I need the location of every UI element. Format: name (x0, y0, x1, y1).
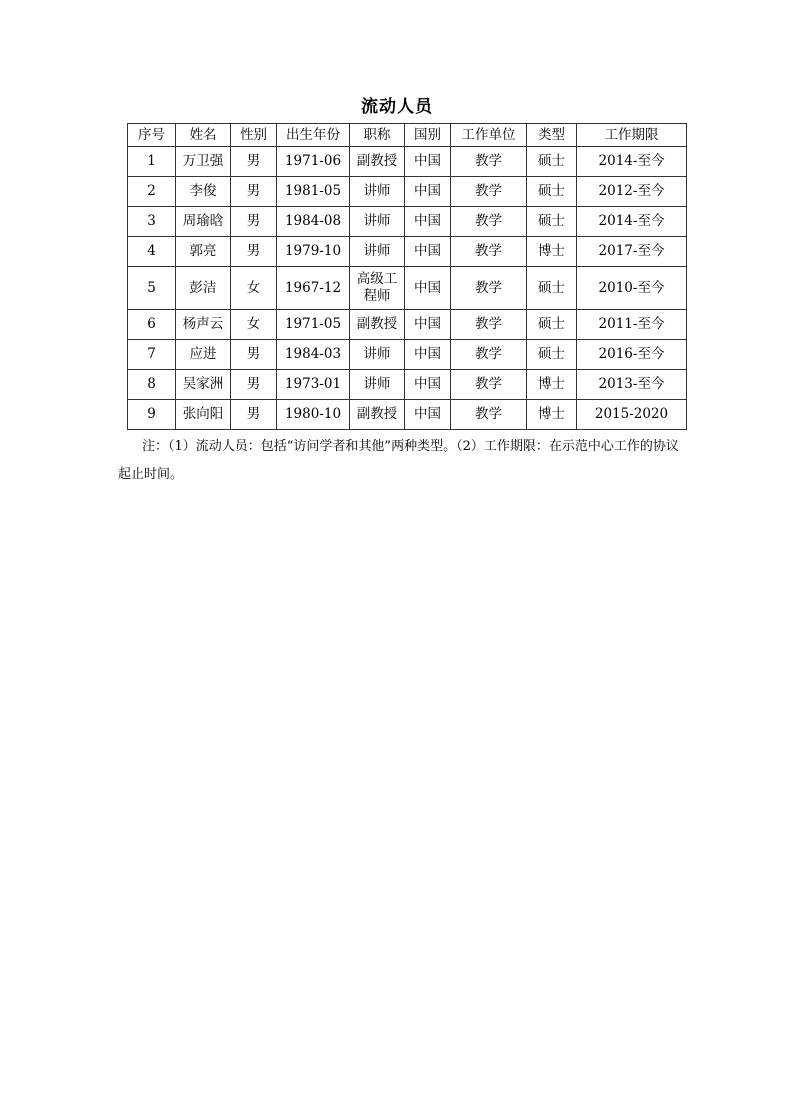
header-cell: 出生年份 (277, 124, 350, 147)
table-cell: 中国 (405, 370, 451, 400)
table-row (128, 237, 687, 267)
table-cell: 1980-10 (277, 400, 350, 430)
table-cell: 1984-03 (277, 340, 350, 370)
table-cell: 中国 (405, 310, 451, 340)
table-cell: 中国 (405, 400, 451, 430)
table-cell: 彭洁 (176, 267, 231, 310)
header-cell: 工作单位 (451, 124, 527, 147)
table-cell: 1981-05 (277, 177, 350, 207)
table-row (128, 310, 687, 340)
table-cell: 1979-10 (277, 237, 350, 267)
table-cell: 中国 (405, 147, 451, 177)
table-cell: 1971-06 (277, 147, 350, 177)
table-cell: 硕士 (527, 207, 577, 237)
table-cell: 教学 (451, 400, 527, 430)
table-cell: 2 (128, 177, 176, 207)
table-cell: 讲师 (350, 370, 405, 400)
table-body (128, 147, 687, 430)
table-row (128, 400, 687, 430)
table-cell: 应进 (176, 340, 231, 370)
table-row (128, 207, 687, 237)
table-cell: 男 (231, 370, 277, 400)
table-cell: 女 (231, 267, 277, 310)
table-cell: 副教授 (350, 310, 405, 340)
table-cell: 教学 (451, 147, 527, 177)
table-cell: 博士 (527, 370, 577, 400)
table-cell: 硕士 (527, 310, 577, 340)
table-cell: 1 (128, 147, 176, 177)
header-cell: 工作期限 (577, 124, 687, 147)
table-cell: 3 (128, 207, 176, 237)
table-cell: 教学 (451, 177, 527, 207)
table-cell: 2011-至今 (577, 310, 687, 340)
table-cell: 教学 (451, 340, 527, 370)
header-cell: 姓名 (176, 124, 231, 147)
table-cell: 中国 (405, 177, 451, 207)
table-cell: 中国 (405, 340, 451, 370)
table-cell: 讲师 (350, 237, 405, 267)
table-cell: 博士 (527, 400, 577, 430)
table-cell: 讲师 (350, 340, 405, 370)
table-cell: 万卫强 (176, 147, 231, 177)
table-note: 注：（1）流动人员：包括“访问学者和其他”两种类型。（2）工作期限：在示范中心工作的协议起止时间。 (118, 439, 679, 482)
table-cell: 周瑜晗 (176, 207, 231, 237)
table-cell: 中国 (405, 267, 451, 310)
table-cell: 男 (231, 177, 277, 207)
table-cell: 讲师 (350, 177, 405, 207)
table-cell: 教学 (451, 370, 527, 400)
table-cell: 李俊 (176, 177, 231, 207)
table-cell: 8 (128, 370, 176, 400)
table-cell: 中国 (405, 237, 451, 267)
table-row (128, 147, 687, 177)
table-cell: 男 (231, 207, 277, 237)
table-cell: 郭亮 (176, 237, 231, 267)
table-cell: 7 (128, 340, 176, 370)
header-cell: 序号 (128, 124, 176, 147)
table-cell: 杨声云 (176, 310, 231, 340)
table-cell: 男 (231, 147, 277, 177)
table-cell: 高级工程师 (350, 267, 405, 310)
table-cell: 中国 (405, 207, 451, 237)
table-cell: 2012-至今 (577, 177, 687, 207)
table-row (128, 370, 687, 400)
table-cell: 男 (231, 400, 277, 430)
table-cell: 1973-01 (277, 370, 350, 400)
table-cell: 副教授 (350, 147, 405, 177)
table-row (128, 340, 687, 370)
table-cell: 硕士 (527, 177, 577, 207)
table-cell: 博士 (527, 237, 577, 267)
table-cell: 硕士 (527, 267, 577, 310)
staff-table (127, 123, 687, 430)
header-cell: 类型 (527, 124, 577, 147)
table-cell: 教学 (451, 310, 527, 340)
table-cell: 2014-至今 (577, 207, 687, 237)
table-cell: 硕士 (527, 147, 577, 177)
table-cell: 1967-12 (277, 267, 350, 310)
page-title: 流动人员 (361, 97, 433, 117)
table-cell: 1971-05 (277, 310, 350, 340)
table-cell: 2010-至今 (577, 267, 687, 310)
table-cell: 吴家洲 (176, 370, 231, 400)
table-cell: 教学 (451, 267, 527, 310)
table-cell: 教学 (451, 207, 527, 237)
table-row (128, 267, 687, 310)
table-cell: 硕士 (527, 340, 577, 370)
table-cell: 讲师 (350, 207, 405, 237)
header-cell: 性别 (231, 124, 277, 147)
table-cell: 6 (128, 310, 176, 340)
table-cell: 副教授 (350, 400, 405, 430)
table-cell: 2014-至今 (577, 147, 687, 177)
table-cell: 9 (128, 400, 176, 430)
table-cell: 女 (231, 310, 277, 340)
table-cell: 男 (231, 340, 277, 370)
table-cell: 教学 (451, 237, 527, 267)
table-cell: 男 (231, 237, 277, 267)
table-cell: 2017-至今 (577, 237, 687, 267)
table-cell: 2015-2020 (577, 400, 687, 430)
table-cell: 2016-至今 (577, 340, 687, 370)
table-cell: 4 (128, 237, 176, 267)
table-cell: 5 (128, 267, 176, 310)
table-header-row (128, 124, 687, 147)
table-cell: 张向阳 (176, 400, 231, 430)
header-cell: 国别 (405, 124, 451, 147)
header-cell: 职称 (350, 124, 405, 147)
table-row (128, 177, 687, 207)
table-cell: 2013-至今 (577, 370, 687, 400)
table-cell: 1984-08 (277, 207, 350, 237)
